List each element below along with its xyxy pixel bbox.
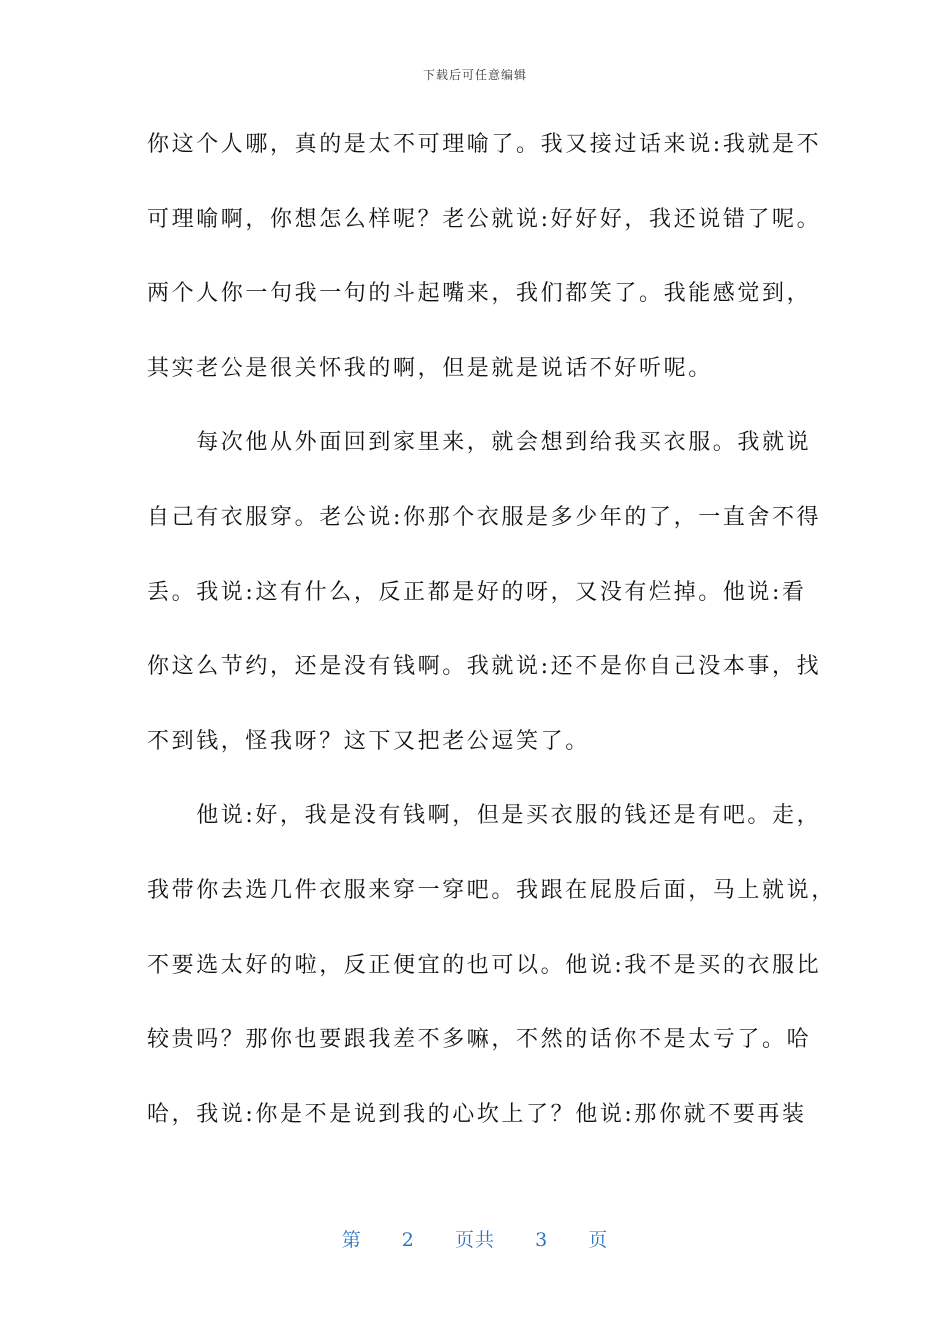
body-line-9: 不到钱，怪我呀？这下又把老公逗笑了。: [147, 728, 590, 754]
body-line-12: 不要选太好的啦，反正便宜的也可以。他说:我不是买的衣服比: [147, 952, 822, 978]
body-line-1: 你这个人哪，真的是太不可理喻了。我又接过话来说:我就是不: [147, 132, 822, 157]
body-line-2: 可理喻啊，你想怎么样呢？老公就说:好好好，我还说错了呢。: [147, 206, 822, 232]
body-line-14: 哈，我说:你是不是说到我的心坎上了？他说:那你就不要再装: [147, 1101, 807, 1127]
footer-suffix: 页: [588, 1229, 609, 1251]
footer-total-pages: 3: [535, 1229, 549, 1251]
body-line-11: 我带你去选几件衣服来穿一穿吧。我跟在屁股后面，马上就说，: [147, 877, 836, 903]
footer-current-page: 2: [401, 1229, 415, 1251]
body-line-6: 自己有衣服穿。老公说:你那个衣服是多少年的了，一直舍不得: [147, 504, 822, 530]
body-line-5: 每次他从外面回到家里来，就会想到给我买衣服。我就说: [147, 430, 812, 456]
body-line-4: 其实老公是很关怀我的啊，但是就是说话不好听呢。: [147, 355, 713, 381]
footer-prefix: 第: [341, 1229, 362, 1251]
page-header-note: 下载后可任意编辑: [422, 68, 527, 82]
body-line-10: 他说:好，我是没有钱啊，但是买衣服的钱还是有吧。走，: [147, 803, 822, 829]
page-footer: [0, 1225, 950, 1252]
body-line-13: 较贵吗？那你也要跟我差不多嘛，不然的话你不是太亏了。哈: [147, 1027, 812, 1053]
body-line-7: 丢。我说:这有什么，反正都是好的呀，又没有烂掉。他说:看: [147, 579, 807, 605]
body-line-3: 两个人你一句我一句的斗起嘴来，我们都笑了。我能感觉到，: [147, 281, 812, 307]
document-body: [147, 122, 836, 1166]
footer-middle: 页共: [454, 1229, 495, 1251]
body-line-8: 你这么节约，还是没有钱啊。我就说:还不是你自己没本事，找: [147, 654, 822, 680]
